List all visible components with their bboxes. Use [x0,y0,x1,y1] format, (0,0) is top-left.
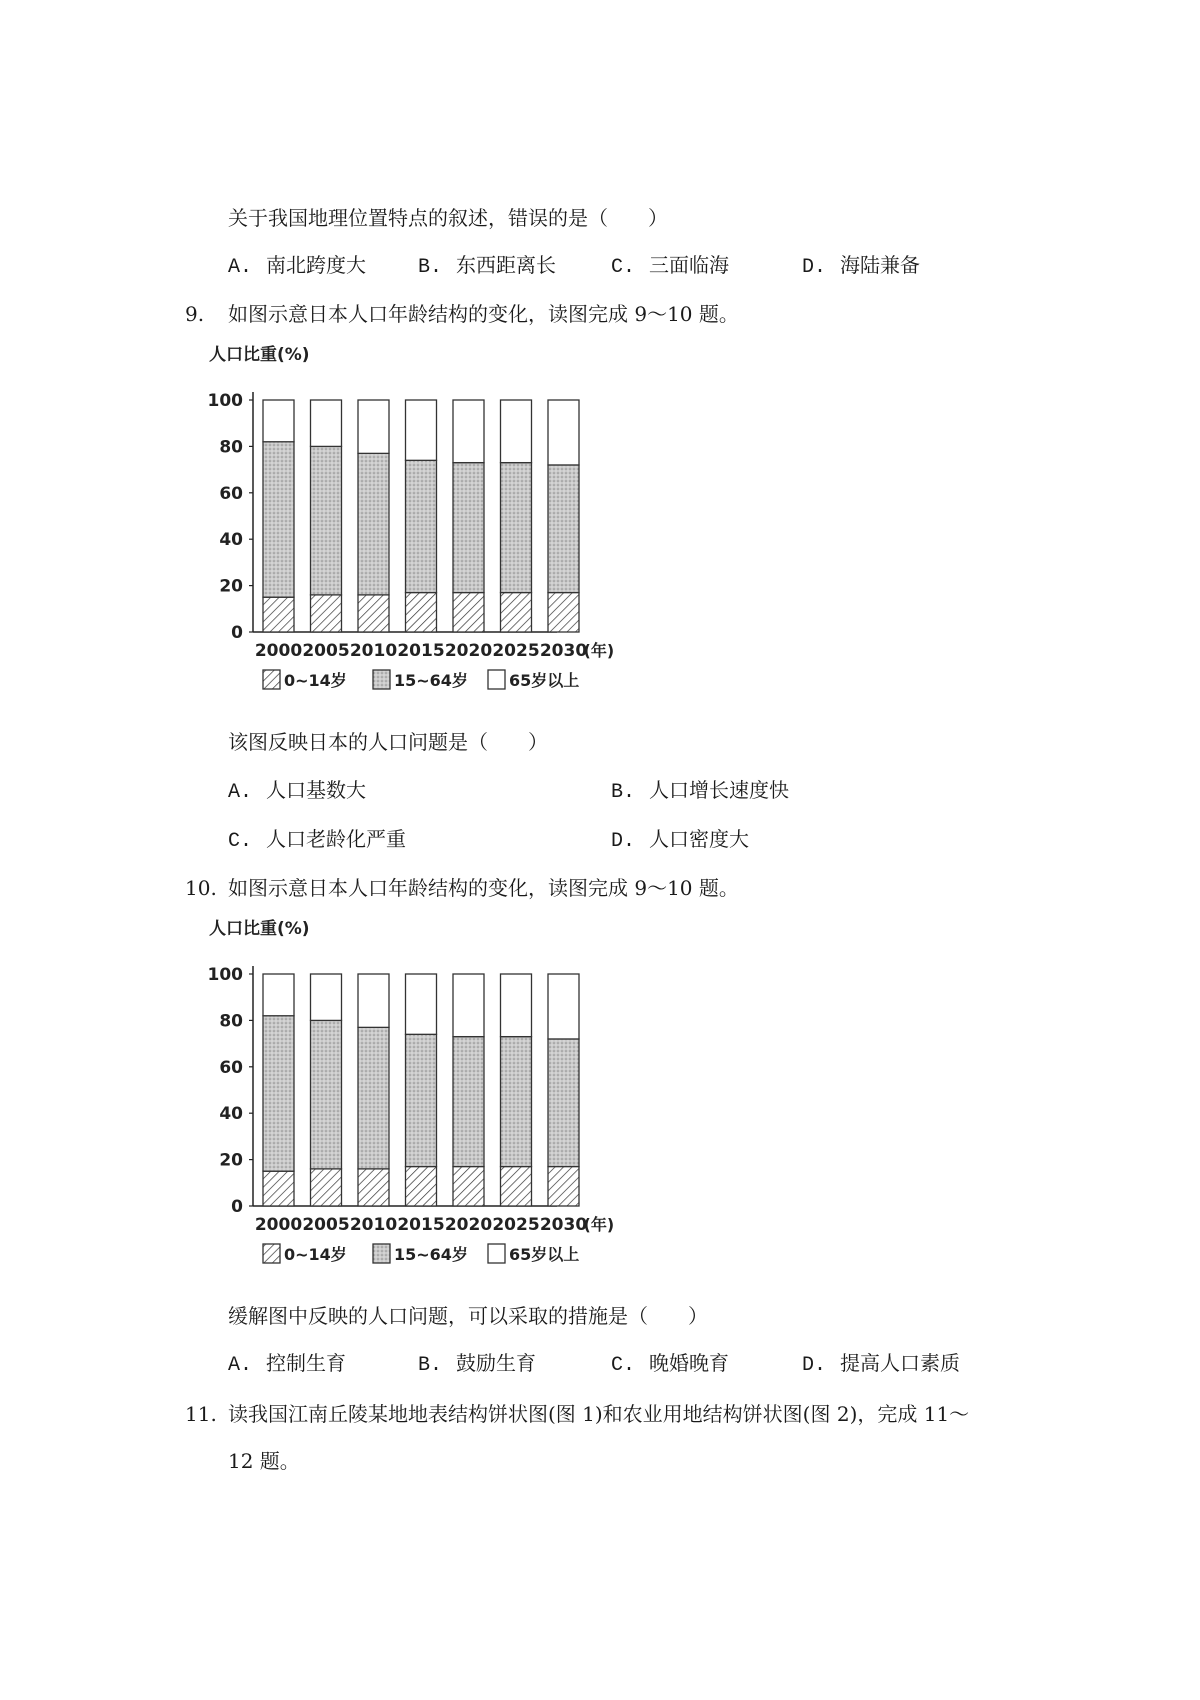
bar-segment [263,1016,294,1171]
x-tick-label: 2015 [397,1215,445,1235]
y-axis-title: 人口比重(%) [209,919,310,939]
bar-segment [548,465,579,593]
bar-segment [453,400,484,463]
bar-segment [501,593,532,632]
legend-swatch [263,1244,280,1263]
q9-option-b [611,776,789,807]
legend-label: 0~14岁 [284,1245,347,1264]
legend-label: 15~64岁 [394,671,468,690]
bar-segment [358,1027,389,1169]
q10-option-d [802,1349,960,1380]
bar-segment [358,974,389,1027]
bar-segment [548,1167,579,1206]
x-tick-label: 2020 [444,1215,493,1235]
x-tick-label: 2010 [349,641,398,661]
q9-stem: 该图反映日本的人口问题是（ ） [228,730,548,754]
option-text: 人口增长速度快 [649,778,790,802]
x-tick-label: 2000 [254,641,303,661]
bar-segment [406,400,437,460]
bar-segment [501,974,532,1037]
legend-swatch [488,1244,505,1263]
option-text: 人口基数大 [266,778,367,802]
bar-segment [406,1167,437,1206]
bar-segment [311,974,342,1020]
q9-intro: 如图示意日本人口年龄结构的变化，读图完成 9～10 题。 [228,302,739,326]
bar-segment [311,595,342,632]
legend-swatch [373,1244,390,1263]
option-label: B. [418,1354,443,1377]
x-tick-label: 2020 [444,641,493,661]
bar-segment [311,1169,342,1206]
bar-segment [453,593,484,632]
q11-intro-line1: 读我国江南丘陵某地地表结构饼状图(图 1)和农业用地结构饼状图(图 2)，完成 11～ [228,1402,970,1426]
q8-stem: 关于我国地理位置特点的叙述，错误的是（ ） [228,206,668,230]
option-label: C. [611,1354,636,1377]
y-axis-title: 人口比重(%) [209,345,310,365]
y-tick-label: 0 [231,1197,243,1217]
x-tick-label: 2005 [302,1215,350,1235]
q10-option-a [228,1349,346,1380]
x-tick-label: 2005 [302,641,350,661]
option-text: 鼓励生育 [456,1351,537,1375]
bar-segment [453,1037,484,1167]
bar-segment [263,442,294,597]
q10-intro: 如图示意日本人口年龄结构的变化，读图完成 9～10 题。 [228,876,739,900]
q10-number: 10. [185,876,217,900]
y-tick-label: 60 [219,483,243,504]
bar-segment [263,974,294,1016]
x-axis-unit: (年) [583,641,615,660]
legend-label: 65岁以上 [509,671,580,690]
option-label: C. [228,830,253,853]
q10-option-c [611,1349,729,1380]
x-tick-label: 2000 [254,1215,303,1235]
x-tick-label: 2025 [492,1215,540,1235]
y-tick-label: 80 [219,1011,243,1032]
legend-swatch [373,670,390,689]
option-text: 晚婚晚育 [649,1351,730,1375]
y-tick-label: 20 [219,576,243,597]
bar-segment [453,1167,484,1206]
bar-segment [311,446,342,594]
bar-segment [548,1039,579,1167]
legend-label: 0~14岁 [284,671,347,690]
bar-segment [358,453,389,595]
bar-segment [501,1167,532,1206]
option-label: B. [418,256,443,279]
bar-segment [501,400,532,463]
option-label: A. [228,781,253,804]
option-label: D. [611,830,636,853]
y-tick-label: 20 [219,1150,243,1171]
population-chart-2 [205,914,645,1284]
bar-segment [358,400,389,453]
q9-option-d [611,825,749,856]
x-tick-label: 2025 [492,641,540,661]
bar-segment [548,593,579,632]
x-tick-label: 2030 [539,1215,588,1235]
bar-segment [453,463,484,593]
y-tick-label: 40 [219,1104,243,1125]
q8-option-b [418,251,556,282]
bar-segment [548,400,579,465]
y-tick-label: 40 [219,530,243,551]
option-label: A. [228,256,253,279]
option-text: 控制生育 [266,1351,347,1375]
option-text: 海陆兼备 [840,253,921,277]
bar-segment [311,400,342,446]
option-text: 东西距离长 [456,253,557,277]
option-label: B. [611,781,636,804]
y-tick-label: 80 [219,437,243,458]
q10-stem: 缓解图中反映的人口问题，可以采取的措施是（ ） [228,1304,708,1328]
option-text: 人口老龄化严重 [266,827,407,851]
bar-segment [406,593,437,632]
option-text: 三面临海 [649,253,730,277]
q8-option-a [228,251,366,282]
q10-option-b [418,1349,536,1380]
legend-label: 65岁以上 [509,1245,580,1264]
bar-segment [311,1020,342,1168]
bar-segment [501,463,532,593]
q8-option-c [611,251,729,282]
bar-segment [453,974,484,1037]
x-tick-label: 2030 [539,641,588,661]
option-text: 提高人口素质 [840,1351,961,1375]
option-text: 南北跨度大 [266,253,367,277]
x-axis-unit: (年) [583,1215,615,1234]
legend-swatch [488,670,505,689]
option-label: C. [611,256,636,279]
bar-segment [406,1034,437,1166]
y-tick-label: 100 [207,391,243,411]
bar-segment [406,974,437,1034]
q11-number: 11. [185,1402,217,1426]
y-tick-label: 60 [219,1057,243,1078]
q9-option-c [228,825,406,856]
y-tick-label: 0 [231,623,243,643]
bar-segment [501,1037,532,1167]
x-tick-label: 2015 [397,641,445,661]
q8-option-d [802,251,920,282]
x-tick-label: 2010 [349,1215,398,1235]
population-chart-1 [205,340,645,710]
option-label: D. [802,1354,827,1377]
q11-intro-line2: 12 题。 [228,1449,300,1473]
option-label: D. [802,256,827,279]
bar-segment [406,460,437,592]
q9-number: 9. [185,302,205,326]
bar-segment [548,974,579,1039]
bar-segment [263,400,294,442]
option-label: A. [228,1354,253,1377]
q9-option-a [228,776,366,807]
option-text: 人口密度大 [649,827,750,851]
bar-segment [263,597,294,632]
legend-label: 15~64岁 [394,1245,468,1264]
y-tick-label: 100 [207,965,243,985]
bar-segment [263,1171,294,1206]
legend-swatch [263,670,280,689]
bar-segment [358,1169,389,1206]
bar-segment [358,595,389,632]
